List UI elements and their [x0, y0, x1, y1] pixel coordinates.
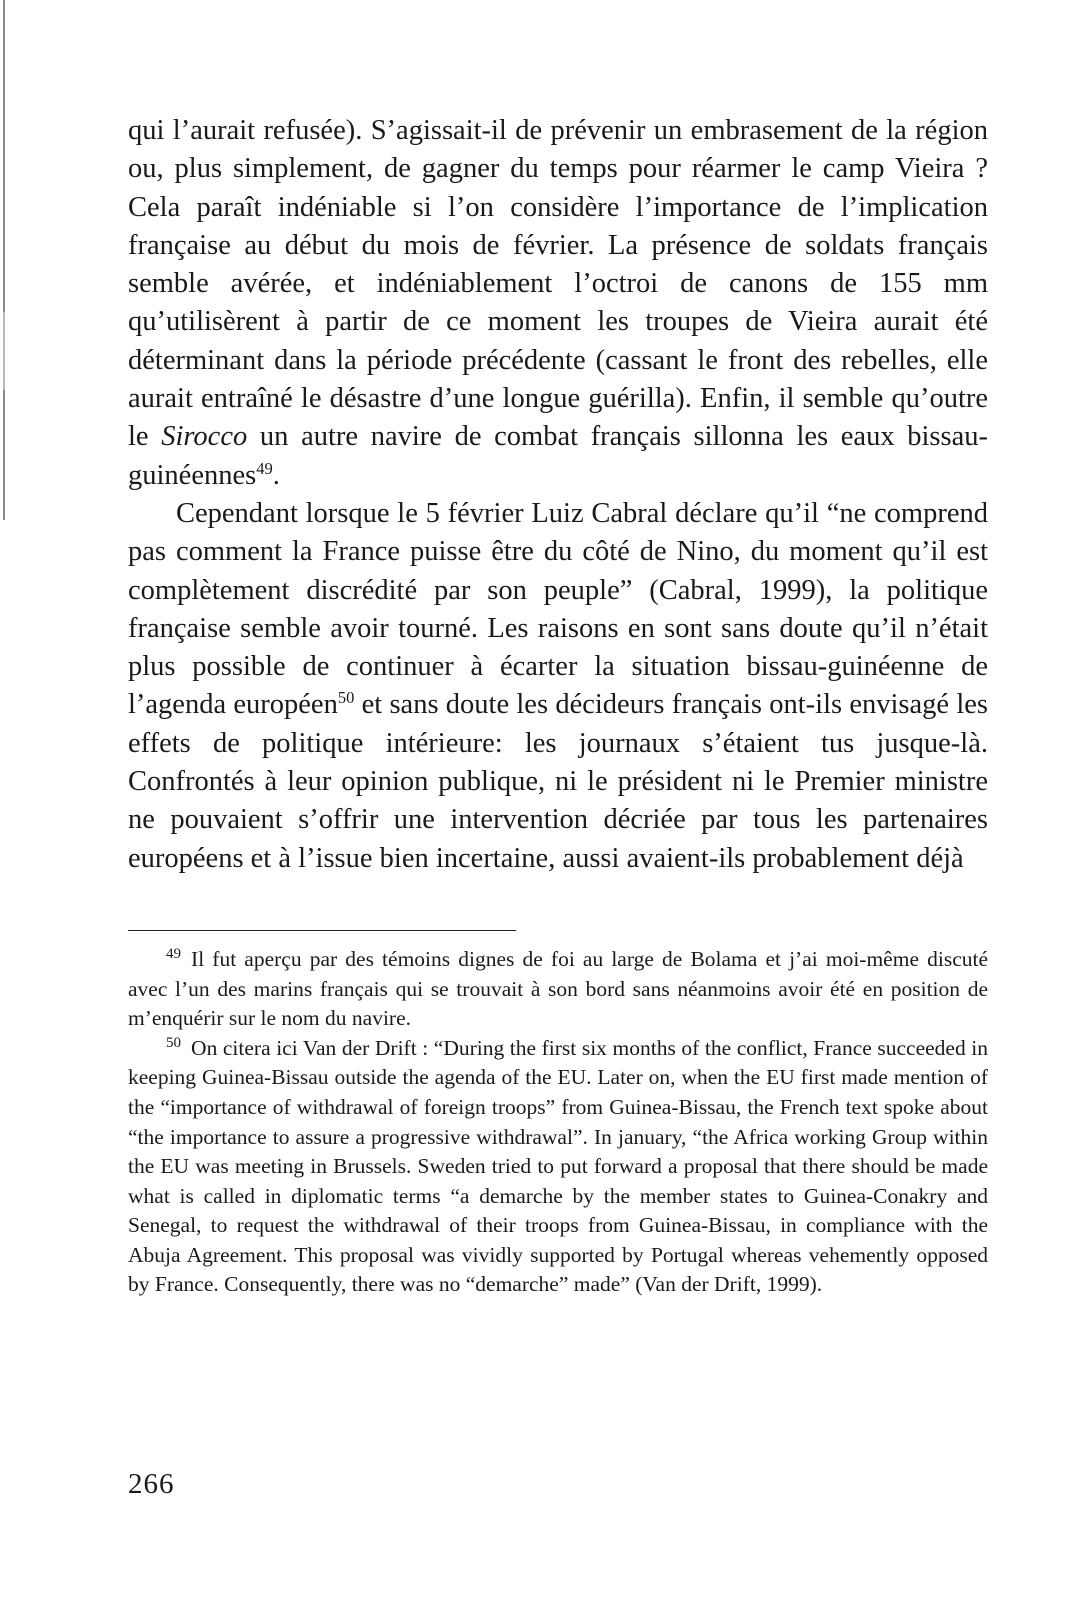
main-text [128, 112, 988, 878]
footnote-text: On citera ici Van der Drift : “During the first six months of the conflict, France succeeded in keeping Guinea-Bissau outside the agenda of the EU. Later on, when the EU first made mention of the “importance of withdrawal of foreign troops” from Guinea-Bissau, the French text spoke about “the importance to assure a progressive withdrawal”. In january, “the Africa working Group within the EU was meeting in Brussels. Sweden tried to put forward a proposal that there should be made what is called in diplomatic terms “a demarche by the member states to Guinea-Conakry and Senegal, to request the withdrawal of their troops from Guinea-Bissau, in compliance with the Abuja Agreement. This proposal was vividly supported by Portugal whereas vehemently opposed by France. Consequently, there was no “demarche” made” (Van der Drift, 1999). [128, 1035, 988, 1297]
paragraph-1 [128, 112, 988, 495]
paragraph-1-text-cont: un autre navire de combat français sillonna les eaux bissau-guinéennes [128, 421, 988, 491]
footnote-separator [128, 930, 516, 931]
paragraph-1-end: . [272, 459, 280, 491]
footnote-number: 49 [166, 946, 182, 963]
footnote-text: Il fut aperçu par des témoins dignes de foi au large de Bolama et j’ai moi-même discuté avec l’un des marins français qui se trouvait à son bord sans néanmoins avoir été en position de m’enquérir sur le nom du navire. [128, 946, 988, 1031]
paragraph-2-text: Cependant lorsque le 5 février Luiz Cabral déclare qu’il “ne comprend pas comment la France puisse être du côté de Nino, du moment qu’il est complètement discrédité par son peuple” (Cabral, 1999), la politique française semble avoir tourné. Les raisons en sont sans doute qu’il n’était plus possible de continuer à écarter la situation bissau-guinéenne de l’agenda européen [128, 497, 988, 721]
page-number: 266 [128, 1468, 175, 1500]
footnote-ref-50[interactable]: 50 [337, 688, 355, 708]
scan-margin-edge [3, 0, 5, 520]
footnote-50 [128, 1034, 988, 1300]
ship-name-italic: Sirocco [161, 421, 248, 453]
footnote-number: 50 [166, 1035, 182, 1052]
footnotes [128, 945, 988, 1300]
footnote-49 [128, 945, 988, 1034]
paragraph-1-text: qui l’aurait refusée). S’agissait-il de prévenir un embrasement de la région ou, plus simplement, de gagner du temps pour réarmer le camp Vieira ? Cela paraît indéniable si l’on considère l’importance de l’implication française au début du mois de février. La présence de soldats français semble avérée, et indéniablement l’octroi de canons de 155 mm qu’utilisèrent à partir de ce moment les troupes de Vieira aurait été déterminant dans la période précédente (cassant le front des rebelles, elle aurait entraîné le désastre d’une longue guérilla). Enfin, il semble qu’outre le [128, 115, 988, 453]
book-page [128, 112, 988, 1300]
paragraph-2 [128, 495, 988, 878]
footnote-ref-49[interactable]: 49 [256, 458, 273, 478]
paragraph-2-text-cont: et sans doute les décideurs français ont-ils envisagé les effets de politique intérieure: les journaux s’étaient tus jusque-là. Confrontés à leur opinion publique, ni le président ni le Premier ministre ne pouvaient s’offrir une intervention décriée par tous les partenaires européens et à l’issue bien incertaine, aussi avaient-ils probablement déjà [128, 689, 988, 874]
